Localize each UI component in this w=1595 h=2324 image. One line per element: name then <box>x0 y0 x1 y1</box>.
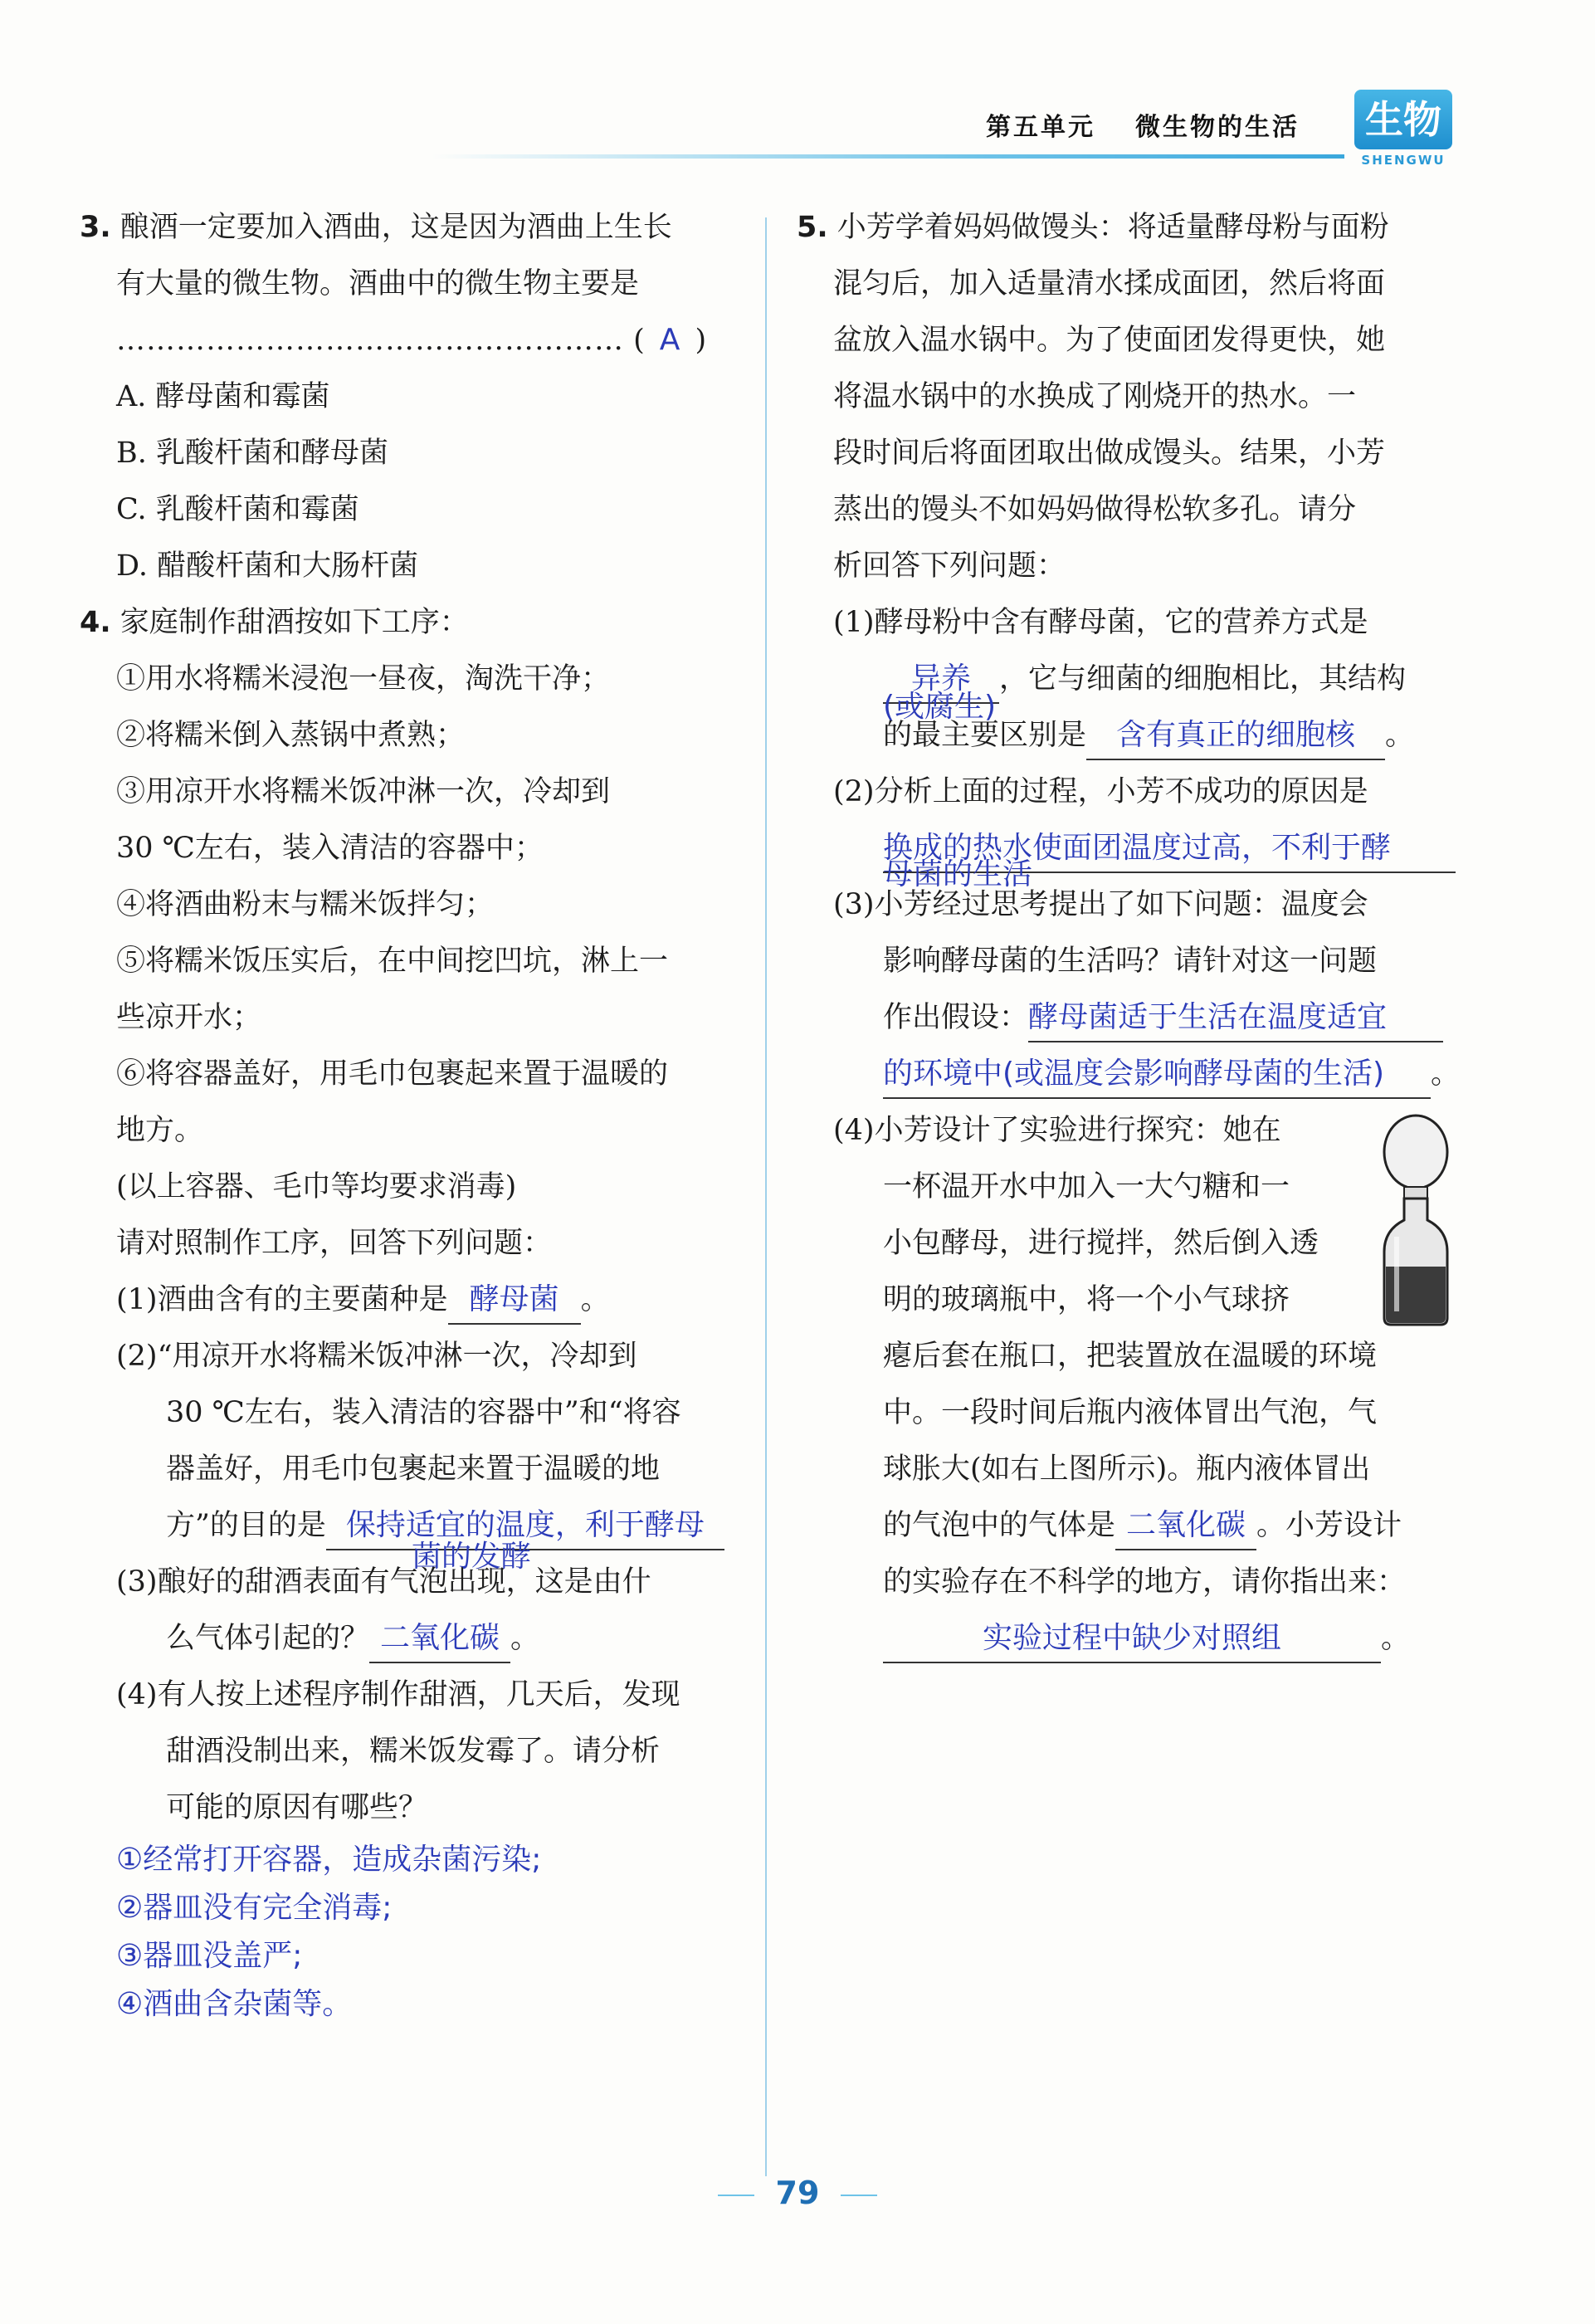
q5-stem: 小芳学着妈妈做馒头：将适量酵母粉与面粉 <box>837 211 1389 244</box>
q4-prompt: 请对照制作工序，回答下列问题： <box>116 1227 553 1260</box>
q5-sub1-answer-2: 含有真正的细胞核 <box>1086 712 1385 760</box>
q5-sub4-line: (4)小芳设计了实验进行探究：她在 <box>833 1114 1281 1147</box>
footer-rule-right <box>841 2195 877 2196</box>
q5-stem: 盆放入温水锅中。为了使面团发得更快，她 <box>833 324 1386 357</box>
q4-step: ②将糯米倒入蒸锅中煮熟； <box>116 719 466 752</box>
subject-badge <box>1351 90 1456 171</box>
subject-latin: SHENGWU <box>1361 153 1446 168</box>
q4-sub4-answer: ①经常打开容器，造成杂菌污染; <box>116 1843 542 1877</box>
q3-option-d: D. 醋酸杆菌和大肠杆菌 <box>116 549 419 583</box>
q3-paren-open: ( <box>633 324 645 357</box>
page-header <box>0 0 1595 183</box>
q4-sub4-answer: ④酒曲含杂菌等。 <box>116 1987 353 2021</box>
q3-stem-line-1 <box>80 199 735 256</box>
q3-option-a: A. 酵母菌和霉菌 <box>116 380 330 413</box>
q5-sub3-answer-1: 酵母菌适于生活在温度适宜 <box>1028 994 1443 1042</box>
q4-sub3-line-1 <box>80 1540 735 1610</box>
q5-sub3-q3: 作出假设： <box>883 1001 1029 1034</box>
q4-sub1 <box>80 1272 735 1328</box>
unit-label: 第五单元 <box>986 113 1095 142</box>
q4-sub1-answer: 酵母菌 <box>448 1277 581 1325</box>
q4-sub3-q2: 么气体引起的？ <box>166 1622 370 1655</box>
header-rule <box>432 154 1344 159</box>
q3-paren-close: ) <box>695 324 707 357</box>
q4-step: ③用凉开水将糯米饭冲淋一次，冷却到 <box>116 775 611 808</box>
q5-sub3-line-1 <box>797 857 1461 933</box>
q4-sub3-answer: 二氧化碳 <box>369 1615 510 1663</box>
q4-note: (以上容器、毛巾等均要求消毒) <box>116 1170 517 1204</box>
q3-number: 3. <box>80 211 111 244</box>
q4-intro: 家庭制作甜酒按如下工序： <box>120 606 469 639</box>
q5-stem: 蒸出的馒头不如妈妈做得松软多孔。请分 <box>833 493 1357 526</box>
q4-sub4-answer: ②器皿没有完全消毒; <box>116 1891 393 1925</box>
q4-sub2-q1: (2)“用凉开水将糯米饭冲淋一次，冷却到 <box>116 1340 637 1373</box>
q5-sub2-q: (2)分析上面的过程，小芳不成功的原因是 <box>833 775 1368 808</box>
left-column <box>80 199 735 2029</box>
q4-sub2-q4: 方”的目的是 <box>166 1509 326 1542</box>
footer-rule-left <box>718 2195 754 2196</box>
column-divider <box>765 217 767 2176</box>
q5-sub1-line-3 <box>797 690 1461 764</box>
q5-sub3-line-4 <box>797 1046 1461 1102</box>
q4-sub1-period: 。 <box>580 1283 610 1316</box>
q4-sub2-q3: 器盖好，用毛巾包裹起来置于温暖的地 <box>166 1452 661 1486</box>
q5-sub3-q2: 影响酵母菌的生活吗？请针对这一问题 <box>883 945 1378 978</box>
q4-sub2-q2: 30 ℃左右，装入清洁的容器中”和“将容 <box>166 1396 681 1429</box>
q4-sub4-q3: 可能的原因有哪些？ <box>166 1791 428 1824</box>
q5-sub2-answer-2: 母菌的生活 <box>883 857 1033 891</box>
q5-sub1-period: 。 <box>1385 719 1415 752</box>
q5-stem: 析回答下列问题： <box>833 549 1066 583</box>
q5-sub3-line-3 <box>797 989 1461 1046</box>
q4-step: 30 ℃左右，装入清洁的容器中； <box>116 832 544 865</box>
q4-step: ⑤将糯米饭压实后，在中间挖凹坑，淋上一 <box>116 945 669 978</box>
q4-sub4-answer: ③器皿没盖严; <box>116 1939 303 1973</box>
q4-step: 些凉开水； <box>116 1001 262 1034</box>
q3-stem-2: 有大量的微生物。酒曲中的微生物主要是 <box>116 267 640 300</box>
q4-sub4-q2: 甜酒没制出来，糯米饭发霉了。请分析 <box>166 1735 661 1768</box>
q4-number: 4. <box>80 606 111 639</box>
q4-step: ①用水将糯米浸泡一昼夜，淘洗干净； <box>116 662 611 696</box>
q4-intro-line <box>80 594 735 651</box>
q3-stem-1: 酿酒一定要加入酒曲，这是因为酒曲上生长 <box>120 211 672 244</box>
q5-sub4-flaw-answer: 实验过程中缺少对照组 <box>883 1615 1381 1663</box>
q4-sub3-q1: (3)酿好的甜酒表面有气泡出现，这是由什 <box>116 1565 651 1599</box>
q5-sub3-answer-2: 的环境中(或温度会影响酵母菌的生活) <box>883 1051 1431 1099</box>
q5-sub4-flaw-question-2: 的实验存在不科学的地方，请你指出来： <box>883 1565 1407 1599</box>
subject-label: 生物 <box>1354 90 1452 149</box>
q5-stem-line-1 <box>797 199 1461 256</box>
q5-sub3-period: 。 <box>1431 1057 1461 1091</box>
q3-answer-line <box>80 312 735 369</box>
q4-sub2-answer-2: 菌的发酵 <box>412 1540 532 1574</box>
q4-step: 地方。 <box>116 1114 204 1147</box>
topic-label: 微生物的生活 <box>1135 113 1300 142</box>
q5-sub4-gas-question: 的气泡中的气体是 <box>883 1509 1116 1542</box>
q4-sub2-answer-1: 保持适宜的温度，利于酵母 <box>326 1502 724 1550</box>
q5-sub4-line: 中。一段时间后瓶内液体冒出气泡，气 <box>883 1396 1378 1429</box>
q5-sub1-answer-1: 异养 <box>883 656 999 704</box>
q5-sub4-flaw-line <box>797 1610 1461 1667</box>
q3-option-b: B. 乳酸杆菌和酵母菌 <box>116 437 388 470</box>
q5-sub4-gas-line <box>797 1497 1461 1554</box>
q5-sub4-line: 瘪后套在瓶口，把装置放在温暖的环境 <box>883 1340 1378 1373</box>
q3-answer: A <box>659 323 680 357</box>
q4-sub1-question: (1)酒曲含有的主要菌种是 <box>116 1283 448 1316</box>
q5-stem: 将温水锅中的水换成了刚烧开的热水。一 <box>833 380 1357 413</box>
q5-sub4-line: 球胀大(如右上图所示)。瓶内液体冒出 <box>883 1452 1371 1486</box>
q5-sub1-q1: (1)酵母粉中含有酵母菌，它的营养方式是 <box>833 606 1368 639</box>
page-number: 79 <box>775 2175 820 2211</box>
q4-sub3-period: 。 <box>510 1622 540 1655</box>
q5-sub4-period: 。 <box>1381 1622 1411 1655</box>
q3-leader: …………………………………………… <box>116 324 624 357</box>
q5-sub1-q2: ，它与细菌的细胞相比，其结构 <box>999 662 1407 696</box>
q5-sub4-gas-answer: 二氧化碳 <box>1115 1502 1256 1550</box>
q5-sub2-answer-1: 换成的热水使面团温度过高，不利于酵 <box>883 825 1456 873</box>
q5-sub4-line: 一杯温开水中加入一大勺糖和一 <box>883 1170 1290 1204</box>
q5-stem: 段时间后将面团取出做成馒头。结果，小芳 <box>833 437 1386 470</box>
q3-option-c: C. 乳酸杆菌和霉菌 <box>116 493 359 526</box>
q5-number: 5. <box>797 211 828 244</box>
q5-sub1-answer-1b: (或腐生) <box>883 690 997 724</box>
q5-sub4-flaw-question-1: 。小芳设计 <box>1256 1509 1402 1542</box>
q5-sub4-line: 明的玻璃瓶中，将一个小气球挤 <box>883 1283 1290 1316</box>
q5-sub3-q1: (3)小芳经过思考提出了如下问题：温度会 <box>833 888 1368 921</box>
q5-sub1-q3: 的最主要区别是 <box>883 719 1087 752</box>
q4-sub2-q4-line <box>80 1497 735 1554</box>
q5-stem: 混匀后，加入适量清水揉成面团，然后将面 <box>833 267 1386 300</box>
q4-step: ④将酒曲粉末与糯米饭拌匀； <box>116 888 495 921</box>
q5-sub4-line: 小包酵母，进行搅拌，然后倒入透 <box>883 1227 1319 1260</box>
q4-sub4-q1: (4)有人按上述程序制作甜酒，几天后，发现 <box>116 1678 680 1711</box>
q4-sub3-line-2 <box>80 1610 735 1667</box>
q4-step: ⑥将容器盖好，用毛巾包裹起来置于温暖的 <box>116 1057 669 1091</box>
right-column <box>797 199 1461 1667</box>
page-footer <box>0 2175 1595 2211</box>
flask-balloon-illustration <box>1376 1112 1456 1328</box>
